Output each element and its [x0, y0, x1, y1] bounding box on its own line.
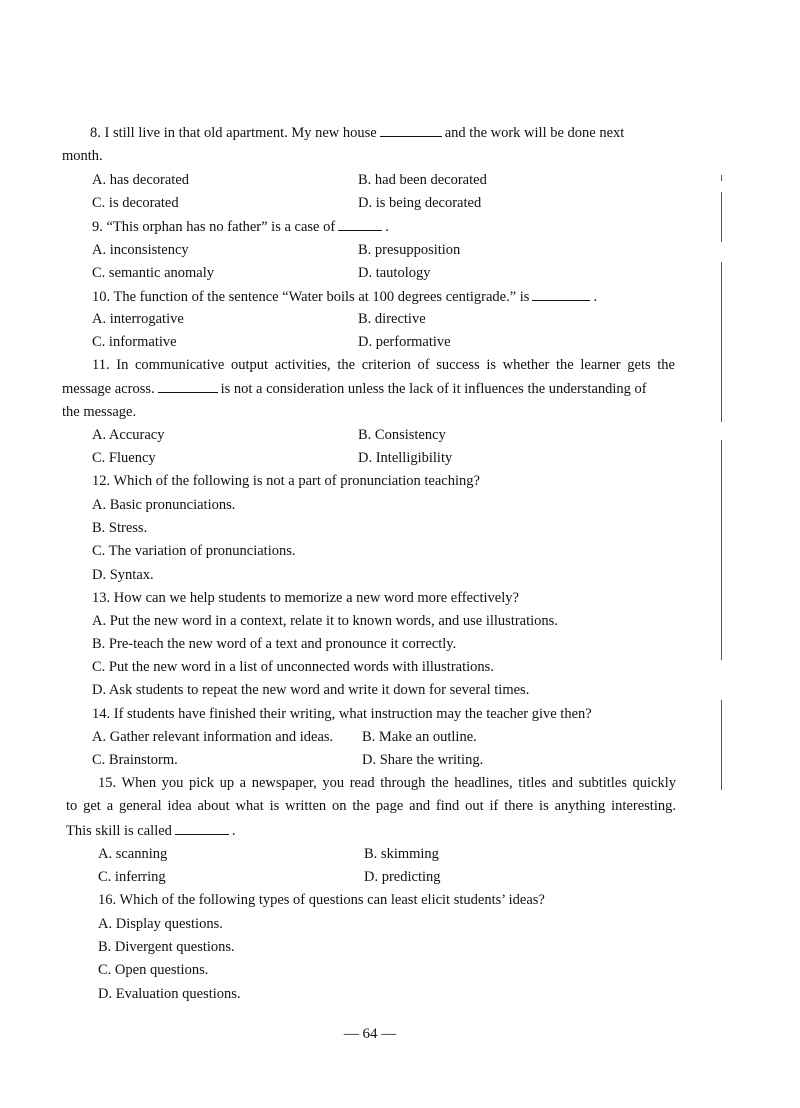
q16-option-d: D. Evaluation questions. — [98, 986, 241, 1002]
q15-option-c: C. inferring — [98, 869, 166, 885]
q13-option-d: D. Ask students to repeat the new word and write it down for several times. — [92, 682, 530, 698]
q10-stem-part-b: . — [593, 289, 598, 305]
q10-option-a: A. interrogative — [92, 311, 184, 327]
binding-mark — [721, 262, 722, 422]
q11-option-b: B. Consistency — [358, 427, 446, 443]
q11-option-a: A. Accuracy — [92, 427, 165, 443]
q9-option-b: B. presupposition — [358, 242, 461, 258]
q9-option-d: D. tautology — [358, 265, 431, 281]
q11-stem-part-a: message across. — [62, 381, 155, 397]
q15-stem-line3 — [66, 821, 236, 840]
q14-option-c: C. Brainstorm. — [92, 752, 178, 768]
q8-option-c: C. is decorated — [92, 195, 179, 211]
binding-mark — [721, 192, 722, 242]
binding-mark — [721, 440, 722, 660]
q15-stem-line1: 15. When you pick up a newspaper, you read through the headlines, titles and subtitles quickly — [98, 775, 676, 791]
q15-stem-part-b: . — [231, 823, 236, 839]
page-number: — 64 — — [343, 1026, 397, 1042]
q11-stem-line2 — [62, 379, 647, 398]
q12-option-b: B. Stress. — [92, 520, 148, 536]
q10-option-c: C. informative — [92, 334, 177, 350]
q12-option-d: D. Syntax. — [92, 567, 154, 583]
q16-option-c: C. Open questions. — [98, 962, 209, 978]
q8-option-a: A. has decorated — [92, 172, 190, 188]
q16-option-a: A. Display questions. — [98, 916, 223, 932]
q15-option-a: A. scanning — [98, 846, 168, 862]
q15-option-b: B. skimming — [364, 846, 439, 862]
q10-option-b: B. directive — [358, 311, 426, 327]
q8-stem-part-b: and the work will be done next — [444, 125, 625, 141]
q9-answer-blank — [338, 217, 382, 231]
q13-option-b: B. Pre-teach the new word of a text and pronounce it correctly. — [92, 636, 457, 652]
q13-stem: 13. How can we help students to memorize a new word more effectively? — [92, 590, 519, 606]
q11-stem-line1: 11. In communicative output activities, the criterion of success is whether the learner gets the — [92, 357, 675, 373]
q8-stem-part-a: 8. I still live in that old apartment. My new house — [90, 125, 377, 141]
q10-stem-part-a: 10. The function of the sentence “Water boils at 100 degrees centigrade.” is — [92, 289, 530, 305]
q8-answer-blank — [380, 123, 442, 137]
q15-stem-line2: to get a general idea about what is written on the page and find out if there is anything interesting. — [66, 798, 676, 814]
q13-option-c: C. Put the new word in a list of unconnected words with illustrations. — [92, 659, 494, 675]
q8-stem-line2: month. — [62, 148, 103, 164]
q16-stem: 16. Which of the following types of questions can least elicit students’ ideas? — [98, 892, 545, 908]
q15-option-d: D. predicting — [364, 869, 441, 885]
q16-option-b: B. Divergent questions. — [98, 939, 235, 955]
q11-stem-part-b: is not a consideration unless the lack of it influences the understanding of — [220, 381, 647, 397]
q8-option-d: D. is being decorated — [358, 195, 482, 211]
q9-stem-part-a: 9. “This orphan has no father” is a case of — [92, 219, 336, 235]
q10-answer-blank — [532, 287, 590, 301]
q11-answer-blank — [158, 379, 218, 393]
q13-option-a: A. Put the new word in a context, relate it to known words, and use illustrations. — [92, 613, 558, 629]
q9-stem-part-b: . — [385, 219, 389, 235]
q9-stem — [92, 217, 389, 236]
q8-option-b: B. had been decorated — [358, 172, 487, 188]
q8-stem-line1 — [90, 123, 624, 142]
q14-stem: 14. If students have finished their writing, what instruction may the teacher give then? — [92, 706, 592, 722]
q9-option-c: C. semantic anomaly — [92, 265, 215, 281]
q12-option-c: C. The variation of pronunciations. — [92, 543, 296, 559]
q14-option-b: B. Make an outline. — [362, 729, 477, 745]
q14-option-d: D. Share the writing. — [362, 752, 484, 768]
q11-option-d: D. Intelligibility — [358, 450, 453, 466]
q15-answer-blank — [175, 821, 229, 835]
q11-stem-line3: the message. — [62, 404, 137, 420]
q11-option-c: C. Fluency — [92, 450, 156, 466]
q10-stem — [92, 287, 597, 306]
binding-mark — [721, 175, 722, 181]
q10-option-d: D. performative — [358, 334, 451, 350]
q9-option-a: A. inconsistency — [92, 242, 189, 258]
q15-stem-part-a: This skill is called — [66, 823, 172, 839]
q12-option-a: A. Basic pronunciations. — [92, 497, 236, 513]
binding-mark — [721, 700, 722, 790]
q12-stem: 12. Which of the following is not a part of pronunciation teaching? — [92, 473, 480, 489]
q14-option-a: A. Gather relevant information and ideas. — [92, 729, 334, 745]
